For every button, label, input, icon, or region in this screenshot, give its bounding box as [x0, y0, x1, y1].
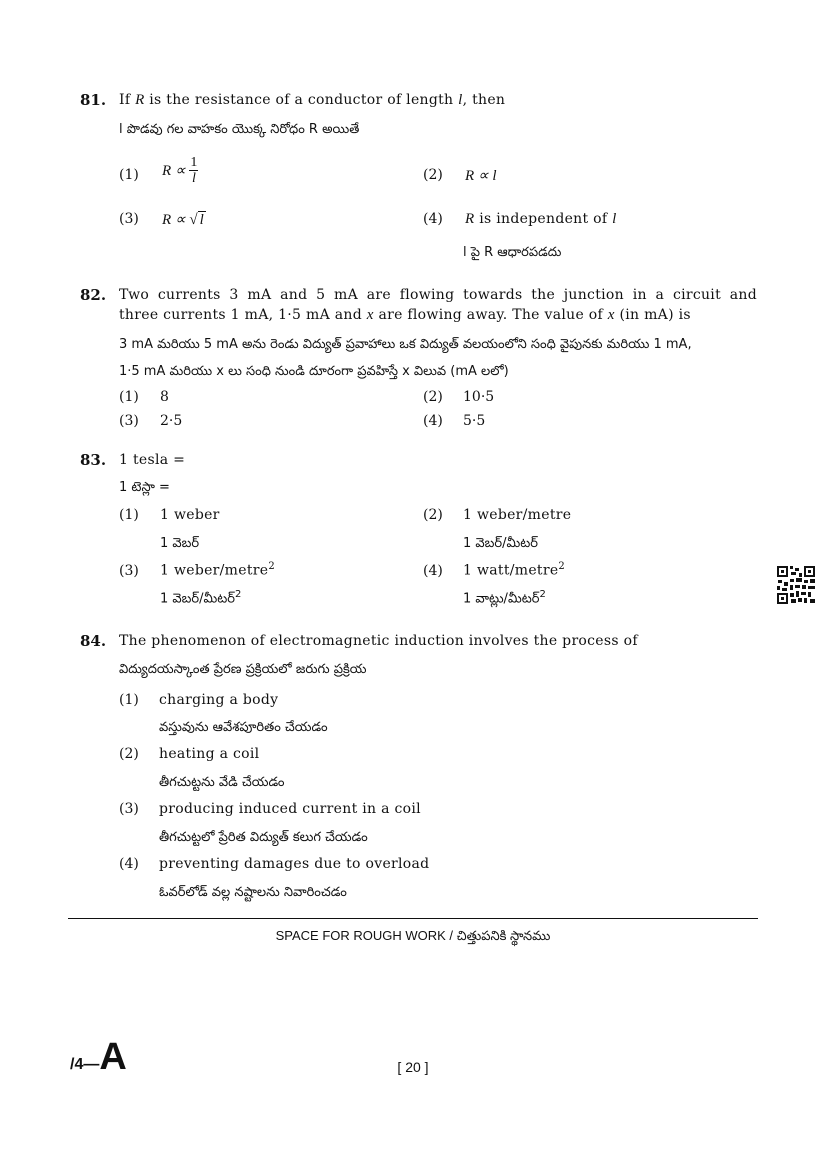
- q83-option-3-en-sup: 2: [268, 561, 276, 572]
- q83-option-3-te-sup: 2: [234, 589, 242, 600]
- q84-option-2-label: (2): [119, 746, 139, 762]
- q83-option-1-label: (1): [119, 507, 139, 523]
- q83-option-4-te-sup: 2: [539, 589, 546, 600]
- q83-option-3-te: [160, 589, 241, 609]
- q83-option-2-en: 1 weber/metre: [463, 507, 572, 523]
- q81-option-1-fraction: [189, 155, 198, 186]
- q83-question-te: 1 టెస్లా =: [119, 480, 170, 495]
- q83-option-3-en: [160, 561, 275, 579]
- q84-option-3-te: తీగచుట్టలో ప్రేరిత విద్యుత్ కలుగ చేయడం: [159, 830, 368, 845]
- q81-en-suffix: , then: [462, 92, 506, 108]
- q84-option-1-en: charging a body: [159, 692, 279, 708]
- q84-option-3-label: (3): [119, 801, 139, 817]
- rough-work-label: SPACE FOR ROUGH WORK / చిత్తుపనికి స్థానము: [275, 928, 551, 943]
- q82-en-line2-var2: x: [607, 307, 615, 323]
- q82-option-3-label: (3): [119, 413, 139, 429]
- q82-te-line1: 3 mA మరియు 5 mA అను రెండు విద్యుత్ ప్రవాహాలు ఒక విద్యుత్ వలయంలోని సంధి వైపునకు మరియు 1 mA,: [119, 337, 692, 352]
- q84-option-3-en: producing induced current in a coil: [159, 801, 421, 817]
- q83-number: 83.: [80, 451, 107, 469]
- q81-option-1-denominator: l: [191, 171, 196, 186]
- q84-question-te: విద్యుదయస్కాంత ప్రేరణ ప్రక్రియలో జరుగు ప్రక్రియ: [119, 662, 367, 677]
- q82-option-1-text: 8: [160, 389, 169, 405]
- q81-option-1: [162, 155, 198, 186]
- q83-option-4-te-text: 1 వాట్లు/మీటర్: [463, 591, 540, 607]
- q82-option-2-text: 10·5: [463, 389, 495, 405]
- q81-question-en: [119, 92, 505, 109]
- q84-option-1-te: వస్తువును ఆవేశపూరితం చేయడం: [159, 720, 328, 735]
- q84-option-4-en: preventing damages due to overload: [159, 856, 430, 872]
- q83-option-4-label: (4): [423, 563, 443, 579]
- q81-option-4-en: [465, 211, 617, 228]
- q81-option-1-numerator: 1: [190, 155, 198, 170]
- q81-option-4-text: is independent of: [474, 211, 613, 227]
- q83-option-4-te: [463, 589, 546, 609]
- q82-option-2-label: (2): [423, 389, 443, 405]
- booklet-series-letter: A: [99, 1036, 127, 1078]
- q81-option-1-lhs: R ∝: [162, 163, 186, 179]
- q81-en-prefix: If: [119, 92, 136, 108]
- q82-option-4-text: 5·5: [463, 413, 486, 429]
- q83-option-4-en-text: 1 watt/metre: [463, 562, 559, 579]
- q83-option-3-label: (3): [119, 563, 139, 579]
- q82-en-line2-b: are flowing away. The value of: [373, 307, 608, 323]
- q81-option-3: [162, 210, 206, 229]
- q84-option-2-te: తీగచుట్టను వేడి చేయడం: [159, 775, 285, 790]
- qr-code-icon: [776, 565, 816, 605]
- q81-option-2-text: R ∝ l: [465, 168, 497, 184]
- q81-option-4-te: l పై R ఆధారపడదు: [463, 245, 562, 260]
- q81-option-2-label: (2): [423, 167, 443, 183]
- q84-option-4-label: (4): [119, 856, 139, 872]
- q84-option-4-te: ఓవర్‌లోడ్ వల్ల నష్టాలను నివారించడం: [159, 885, 347, 900]
- q82-option-4-label: (4): [423, 413, 443, 429]
- q84-number: 84.: [80, 632, 107, 650]
- q82-option-3-text: 2·5: [160, 413, 183, 429]
- q81-option-3-sqrt-sign: √: [189, 212, 198, 228]
- q81-option-1-label: (1): [119, 167, 139, 183]
- q82-number: 82.: [80, 286, 107, 304]
- q81-option-3-label: (3): [119, 211, 139, 227]
- q82-en-line2-a: three currents 1 mA, 1·5 mA and: [119, 307, 367, 323]
- q81-question-te: l పొడవు గల వాహకం యొక్క నిరోధం R అయితే: [119, 122, 360, 137]
- q83-option-3-en-text: 1 weber/metre: [160, 562, 269, 579]
- q83-option-1-en: 1 weber: [160, 507, 220, 523]
- q81-number: 81.: [80, 91, 107, 109]
- q81-en-var: R: [135, 92, 145, 108]
- q82-en-line2-c: (in mA) is: [614, 307, 691, 323]
- q83-question-en: 1 tesla =: [119, 452, 186, 468]
- q83-option-4-en-sup: 2: [558, 561, 566, 572]
- q83-option-3-te-text: 1 వెబర్/మీటర్: [160, 591, 235, 607]
- q82-en-line2-var: x: [366, 307, 374, 323]
- q83-option-2-te: 1 వెబర్/మీటర్: [463, 536, 538, 551]
- q82-option-1-label: (1): [119, 389, 139, 405]
- q82-en-line2: [119, 307, 691, 324]
- q81-option-4-label: (4): [423, 211, 443, 227]
- q82-en-line1: Two currents 3 mA and 5 mA are flowing towards the junction in a circuit and: [119, 287, 757, 303]
- q84-option-2-en: heating a coil: [159, 746, 260, 762]
- q83-option-2-label: (2): [423, 507, 443, 523]
- q83-option-4-en: [463, 561, 565, 579]
- page-number: [ 20 ]: [397, 1059, 429, 1075]
- q84-question-en: The phenomenon of electromagnetic induction involves the process of: [119, 633, 638, 649]
- q81-option-4-var: R: [465, 211, 475, 227]
- q81-en-mid: is the resistance of a conductor of length: [144, 92, 459, 108]
- q81-en-var2: l: [458, 92, 463, 108]
- q82-te-line2: 1·5 mA మరియు x లు సంధి నుండి దూరంగా ప్రవహిస్తే x విలువ (mA లలో): [119, 364, 509, 379]
- rough-work-divider: [68, 918, 758, 919]
- q81-option-3-lhs: R ∝: [162, 212, 186, 228]
- q81-option-3-sqrt-arg: l: [199, 212, 204, 228]
- booklet-series-prefix: /4—: [70, 1056, 100, 1073]
- q81-option-4-var2: l: [612, 211, 617, 227]
- q83-option-1-te: 1 వెబర్: [160, 536, 200, 551]
- q84-option-1-label: (1): [119, 692, 139, 708]
